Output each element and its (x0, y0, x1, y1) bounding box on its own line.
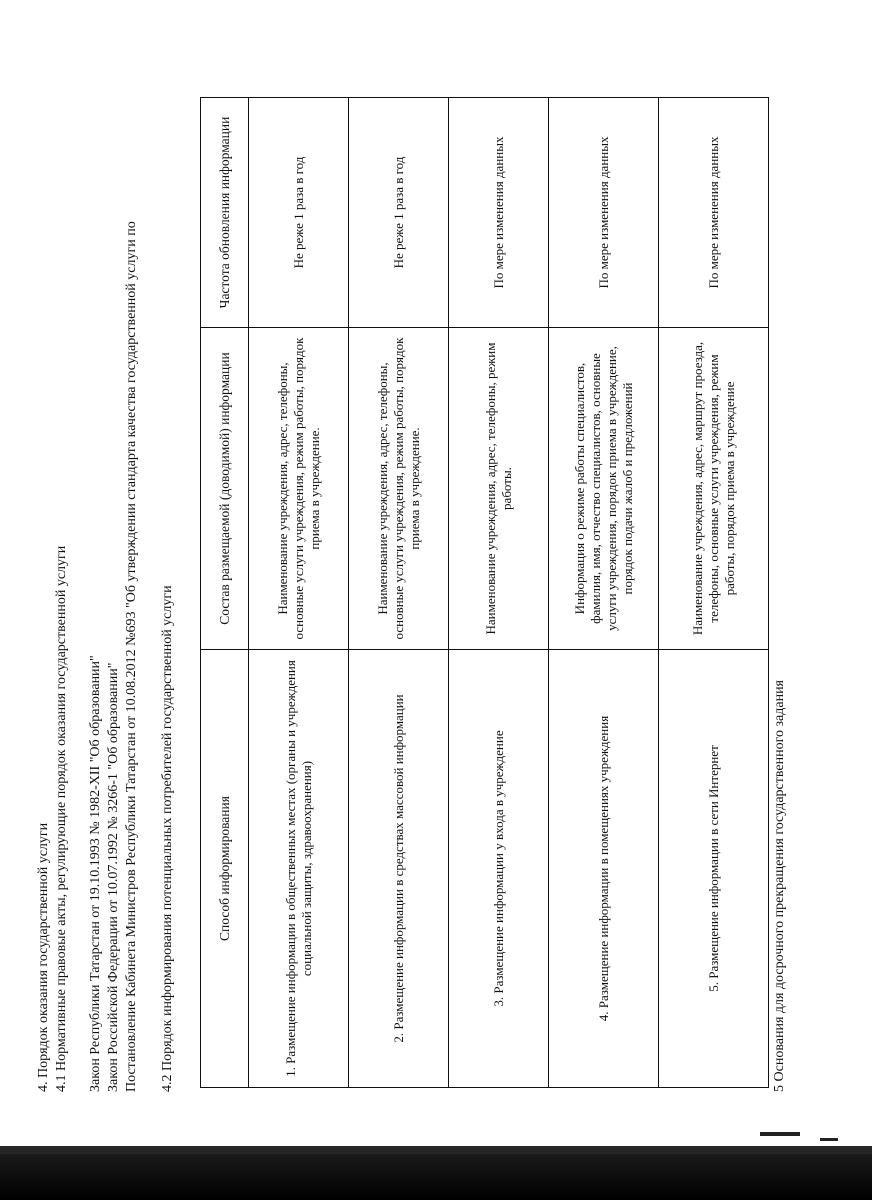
table-row (249, 98, 349, 1088)
header-content: Состав размещаемой (доводимой) информации (201, 328, 249, 650)
header-method: Способ информирования (201, 650, 249, 1088)
table-row (449, 98, 549, 1088)
row-method: 2. Размещение информации в средствах массовой информации (349, 650, 449, 1088)
legal-act-2: Закон Российской Федерации от 10.07.1992 № 3266-1 "Об образовании" (106, 662, 121, 1092)
row-frequency: По мере изменения данных (659, 98, 769, 328)
scan-edge-shadow (0, 1146, 872, 1154)
scan-speck (820, 1138, 838, 1141)
row-method: 3. Размещение информации у входа в учреждение (449, 650, 549, 1088)
scan-speck (760, 1132, 800, 1136)
legal-act-3: Постановление Кабинета Министров Республики Татарстан от 10.08.2012 №693 "Об утверждении стандарта качества государственной услуги по (124, 221, 139, 1092)
row-frequency: Не реже 1 раза в год (349, 98, 449, 328)
row-content: Наименование учреждения, адрес, телефоны, основные услуги учреждения, режим работы, порядок приема в учреждение. (349, 328, 449, 650)
row-frequency: По мере изменения данных (549, 98, 659, 328)
informing-table (200, 97, 769, 1088)
table-row (549, 98, 659, 1088)
legal-acts-heading: 4.1 Нормативные правовые акты, регулирующие порядок оказания государственной услуги (54, 545, 69, 1092)
row-method: 4. Размещение информации в помещениях учреждения (549, 650, 659, 1088)
row-method: 5. Размещение информации в сети Интернет (659, 650, 769, 1088)
header-frequency: Частота обновления информации (201, 98, 249, 328)
table-row (349, 98, 449, 1088)
legal-act-1: Закон Республики Татарстан от 19.10.1993 № 1982-XII "Об образовании" (88, 655, 103, 1092)
row-frequency: По мере изменения данных (449, 98, 549, 328)
section-heading: 4. Порядок оказания государственной услуги (36, 822, 51, 1092)
table-header-row (201, 98, 249, 1088)
footer-text: 5 Основания для досрочного прекращения государственного задания (772, 679, 787, 1092)
row-content: Наименование учреждения, адрес, маршрут проезда, телефоны, основные услуги учреждения, режим работы, порядок приема в учреждение (659, 328, 769, 650)
informing-heading: 4.2 Порядок информирования потенциальных потребителей государственной услуги (160, 585, 175, 1092)
row-content: Наименование учреждения, адрес, телефоны, основные услуги учреждения, режим работы, порядок приема в учреждение. (249, 328, 349, 650)
row-frequency: Не реже 1 раза в год (249, 98, 349, 328)
row-method: 1. Размещение информации в общественных местах (органы и учреждения социальной защиты, здравоохранения) (249, 650, 349, 1088)
scan-edge-border (0, 1154, 872, 1200)
row-content: Наименование учреждения, адрес, телефоны, режим работы. (449, 328, 549, 650)
row-content: Информация о режиме работы специалистов, фамилия, имя, отчество специалистов, основные услуги учреждения, порядок приема в учреждение, порядок подачи жалоб и предложений (549, 328, 659, 650)
table-row (659, 98, 769, 1088)
